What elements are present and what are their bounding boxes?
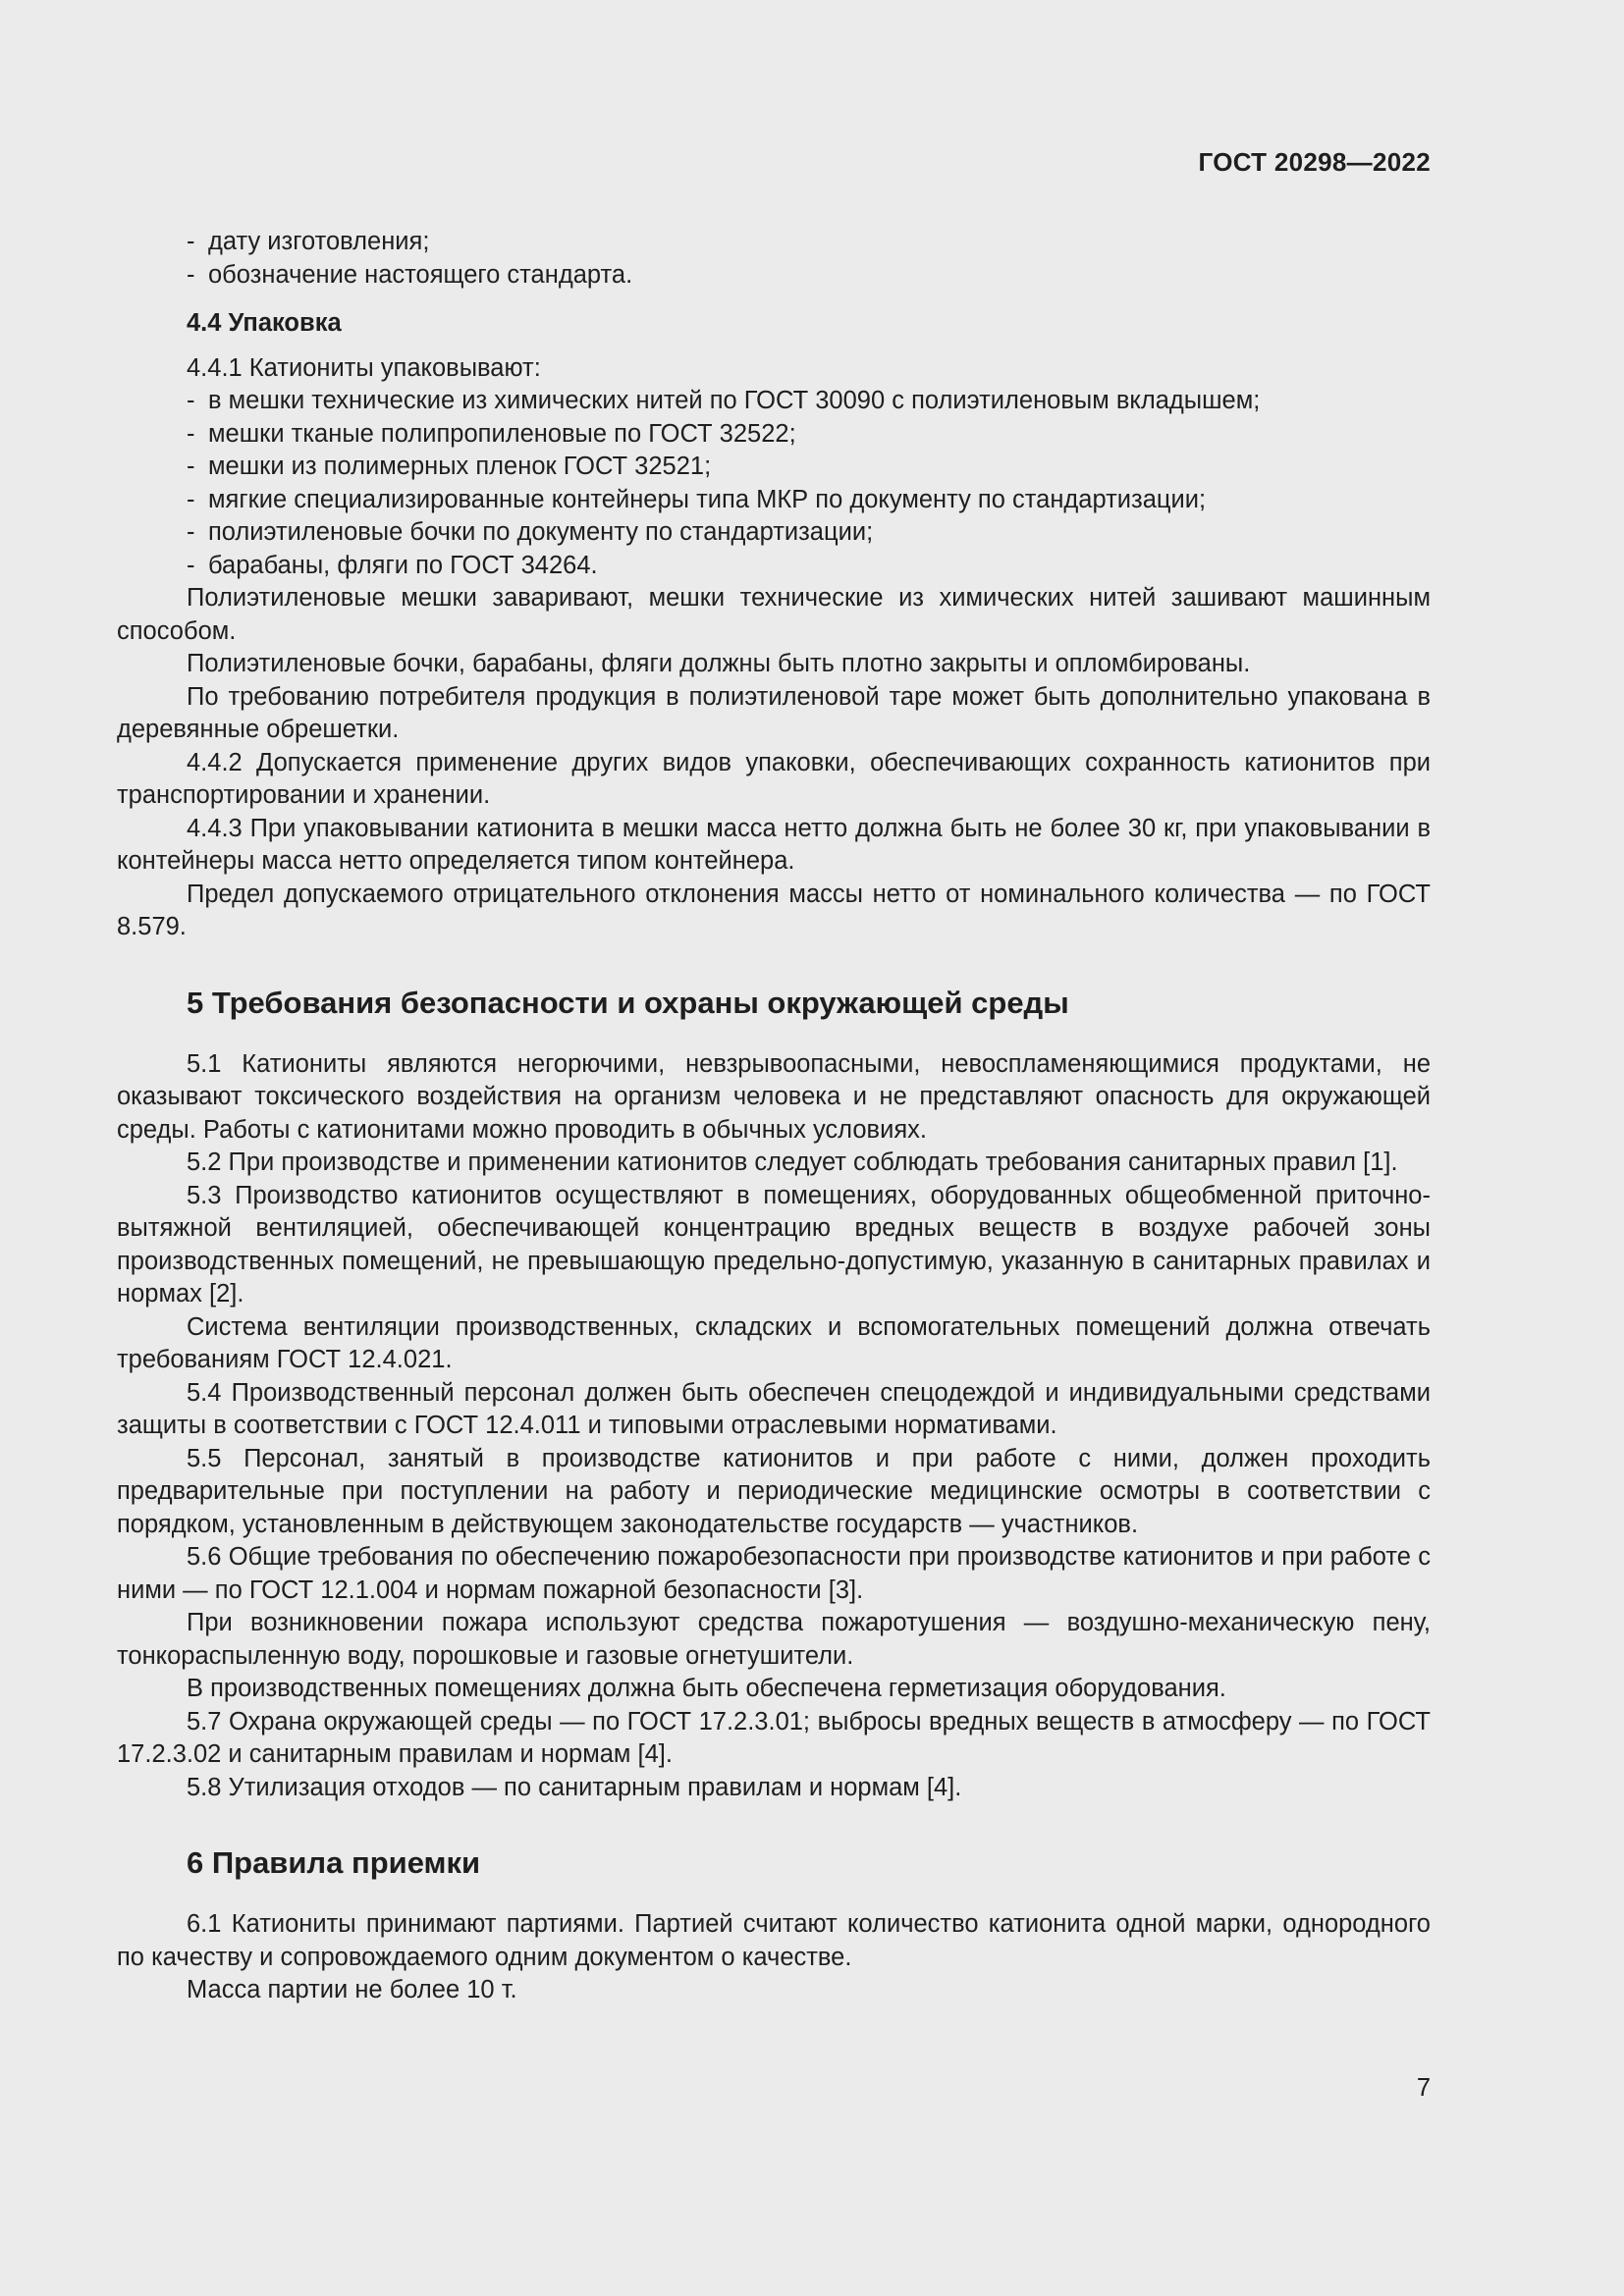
paragraph: 5.5 Персонал, занятый в производстве катионитов и при работе с ними, должен проходить предварительные при поступлении на работу и периодические медицинские осмотры в соответствии с порядком, установленным в действующем законодательстве государств — участников. [117,1444,1431,1538]
list-item: - в мешки технические из химических нитей по ГОСТ 30090 с полиэтиленовым вкладышем; [187,387,1261,414]
paragraph: 5.7 Охрана окружающей среды — по ГОСТ 17.2.3.01; выбросы вредных веществ в атмосферу — по ГОСТ 17.2.3.02 и санитарным правилам и нормам [4]. [117,1707,1431,1768]
paragraph: 4.4.3 При упаковывании катионита в мешки масса нетто должна быть не более 30 кг, при упаковывании в контейнеры масса нетто определяется типом контейнера. [117,814,1431,875]
paragraph: 4.4.2 Допускается применение других видов упаковки, обеспечивающих сохранность катионитов при транспортировании и хранении. [117,748,1431,809]
list-item: - мешки тканые полипропиленовые по ГОСТ 32522; [187,419,796,448]
section-heading-5: 5 Требования безопасности и охраны окружающей среды [187,985,1069,1020]
paragraph: 5.8 Утилизация отходов — по санитарным правилам и нормам [4]. [187,1773,962,1801]
paragraph: 5.1 Катиониты являются негорючими, невзрывоопасными, невоспламеняющимися продуктами, не оказывают токсического воздействия на организм человека и не представляют опасность для окружающей среды. Работы с катионитами можно проводить в обычных условиях. [117,1049,1431,1144]
page-number: 7 [1416,2074,1431,2102]
page-body [117,226,1431,2007]
paragraph: Полиэтиленовые мешки заваривают, мешки технические из химических нитей зашивают машинным способом. [117,584,1431,645]
paragraph: При возникновении пожара используют средства пожаротушения — воздушно-механическую пену, тонкораспыленную воду, порошковые и газовые огнетушители. [117,1609,1431,1670]
section-heading-4-4: 4.4 Упаковка [187,309,342,337]
list-item: - полиэтиленовые бочки по документу по стандартизации; [187,518,874,546]
paragraph: Система вентиляции производственных, складских и вспомогательных помещений должна отвечать требованиям ГОСТ 12.4.021. [117,1312,1431,1373]
list-item: - мешки из полимерных пленок ГОСТ 32521; [187,453,712,480]
list-item: - мягкие специализированные контейнеры типа МКР по документу по стандартизации; [187,485,1207,513]
list-item: - обозначение настоящего стандарта. [187,260,633,289]
list-item: - барабаны, фляги по ГОСТ 34264. [187,551,598,579]
section-heading-6: 6 Правила приемки [187,1845,481,1880]
paragraph: 4.4.1 Катиониты упаковывают: [187,353,541,382]
paragraph: 5.2 При производстве и применении катионитов следует соблюдать требования санитарных правил [1]. [187,1148,1398,1176]
paragraph: Полиэтиленовые бочки, барабаны, фляги должны быть плотно закрыты и опломбированы. [187,650,1251,677]
paragraph: Масса партии не более 10 т. [187,1976,517,2003]
paragraph: По требованию потребителя продукция в полиэтиленовой таре может быть дополнительно упакована в деревянные обрешетки. [117,682,1431,743]
paragraph: 6.1 Катиониты принимают партиями. Партией считают количество катионита одной марки, однородного по качеству и сопровождаемого одним документом о качестве. [117,1910,1431,1971]
paragraph: В производственных помещениях должна быть обеспечена герметизация оборудования. [187,1675,1226,1702]
paragraph: 5.6 Общие требования по обеспечению пожаробезопасности при производстве катионитов и при работе с ними — по ГОСТ 12.1.004 и нормам пожарной безопасности [3]. [117,1543,1431,1604]
document-header: ГОСТ 20298—2022 [1198,147,1431,177]
paragraph: 5.3 Производство катионитов осуществляют в помещениях, оборудованных общеобменной приточно-вытяжной вентиляцией, обеспечивающей концентрацию вредных веществ в воздухе рабочей зоны производственных помещений, не превышающую предельно-допустимую, указанную в санитарных правилах и нормах [2]. [117,1181,1431,1308]
paragraph: Предел допускаемого отрицательного отклонения массы нетто от номинального количества — по ГОСТ 8.579. [117,880,1431,940]
paragraph: 5.4 Производственный персонал должен быть обеспечен спецодеждой и индивидуальными средствами защиты в соответствии с ГОСТ 12.4.011 и типовыми отраслевыми нормативами. [117,1378,1431,1439]
list-item: - дату изготовления; [187,228,430,255]
